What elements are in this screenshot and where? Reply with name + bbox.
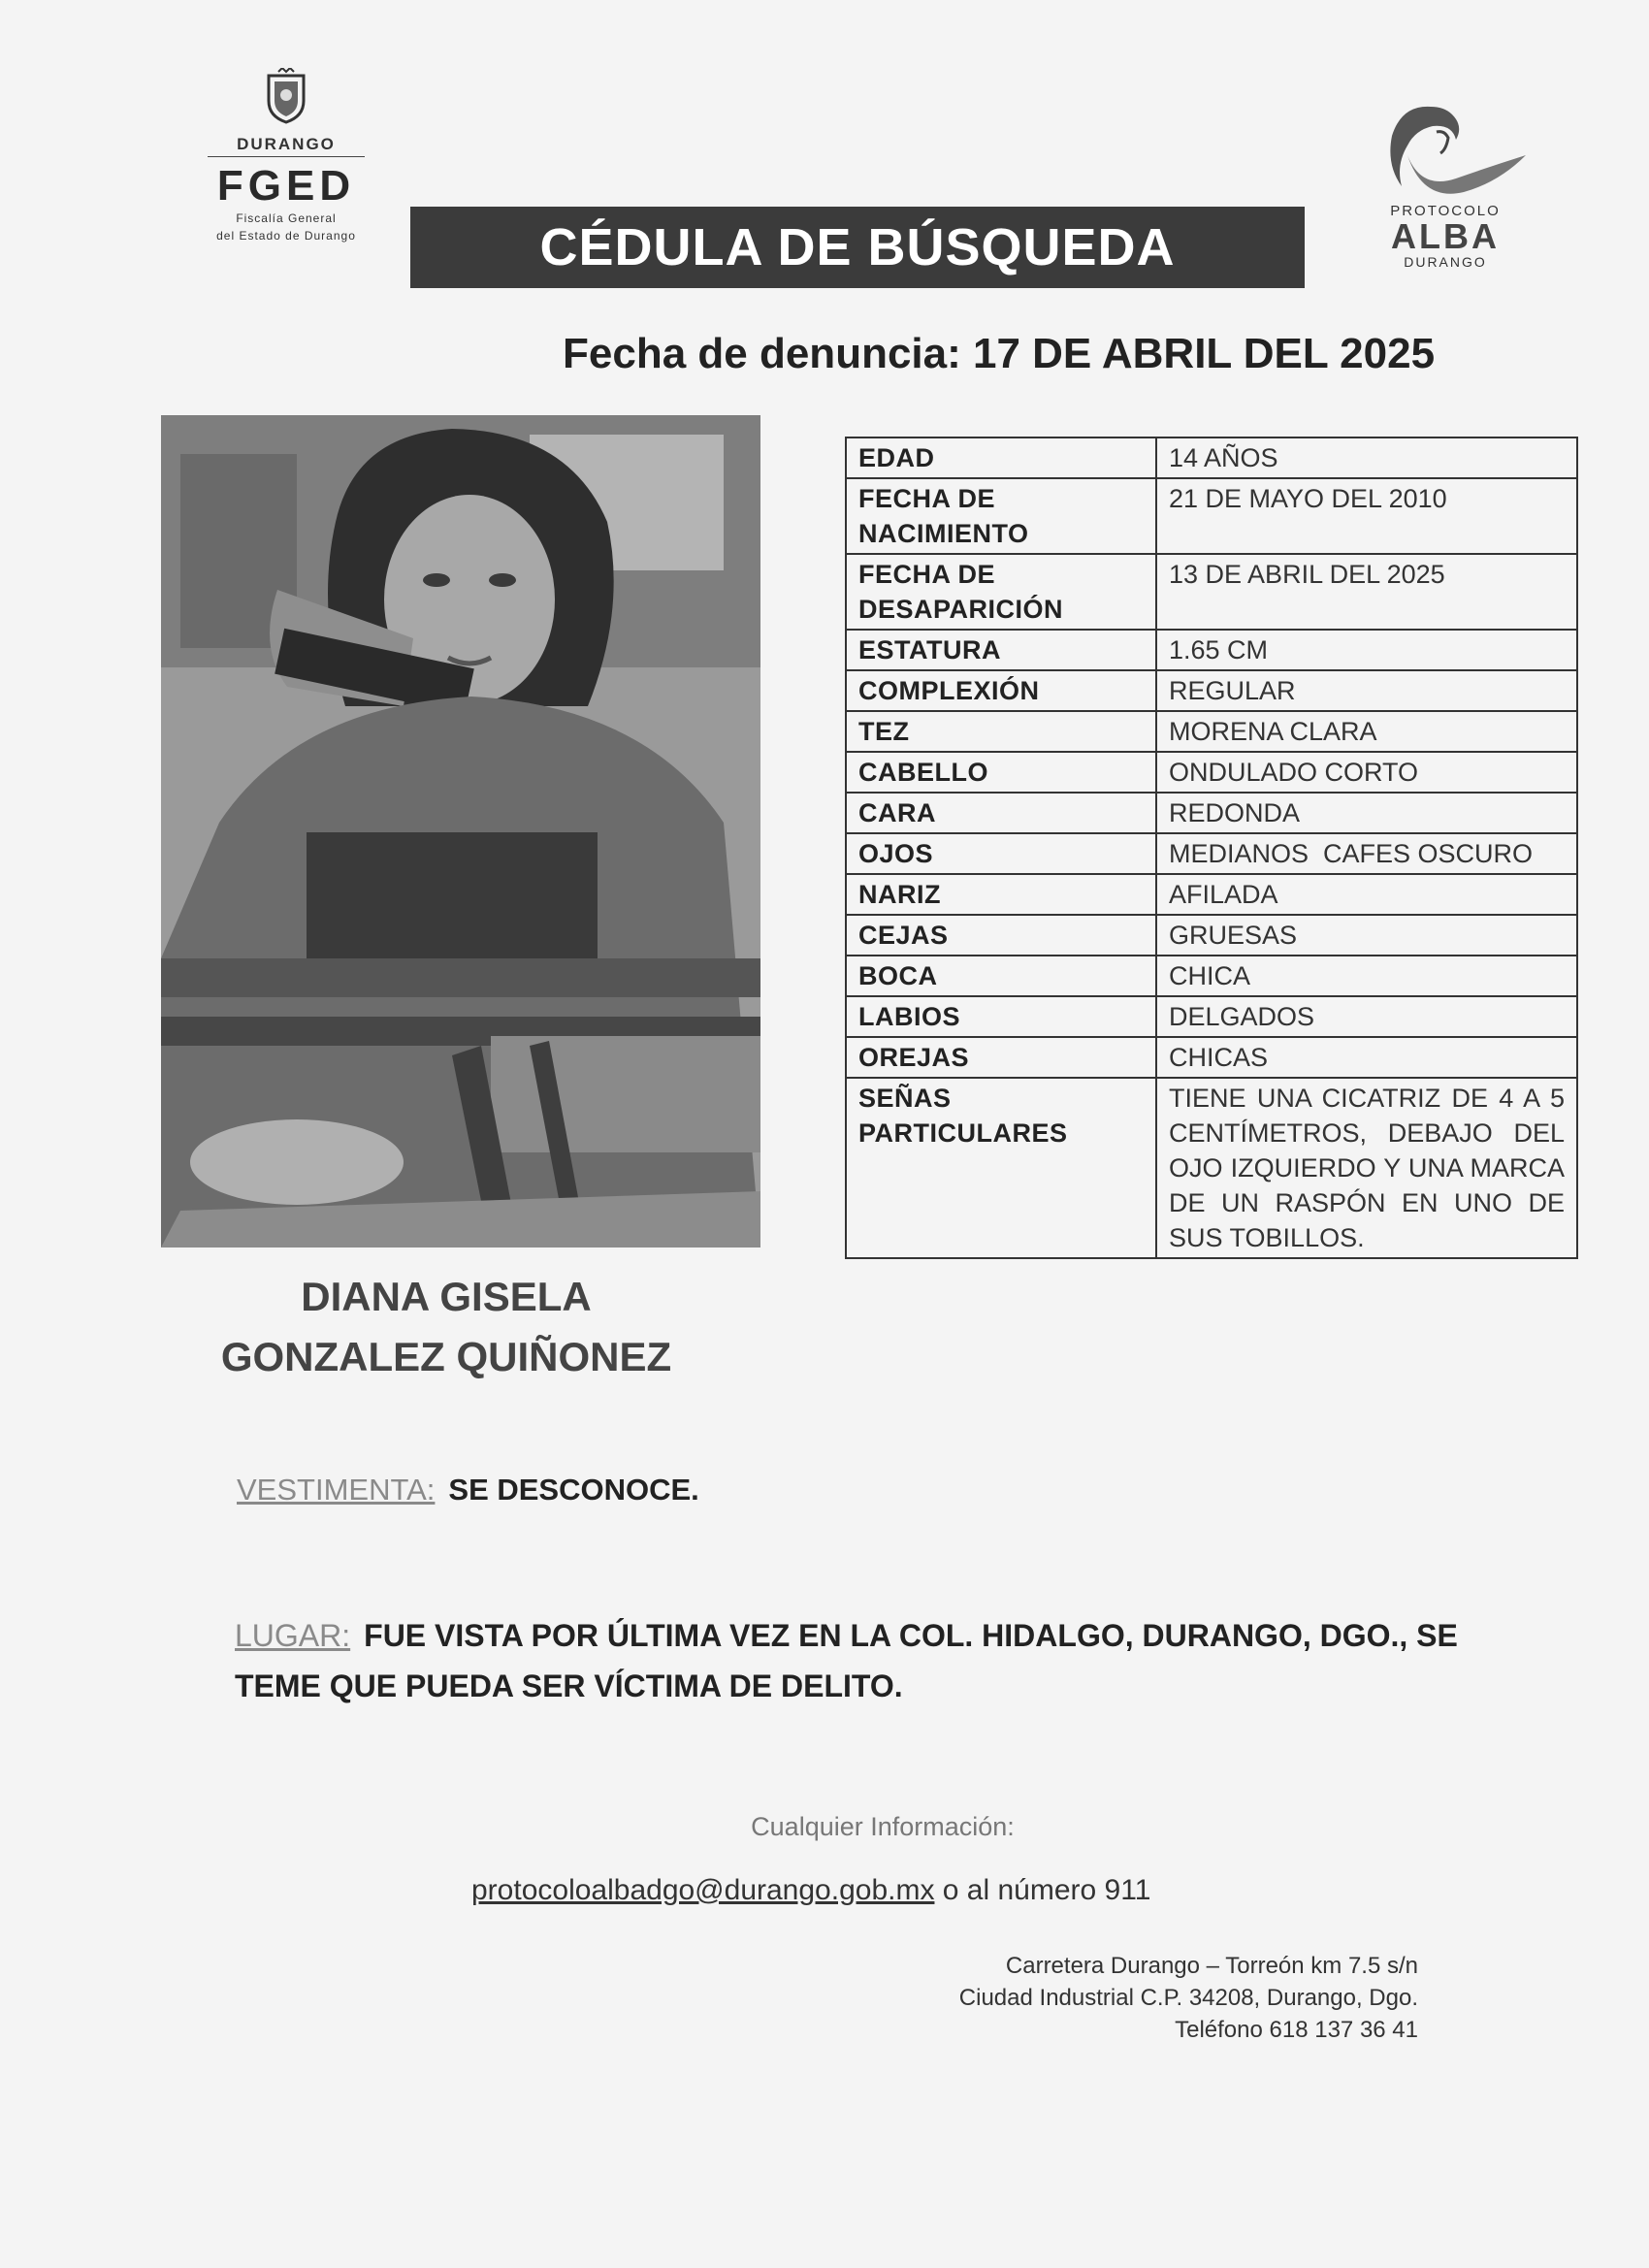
details-label: LABIOS	[846, 996, 1156, 1037]
details-row-edad	[846, 437, 1577, 478]
details-row-senas-particulares	[846, 1078, 1577, 1258]
fged-logo	[194, 68, 378, 252]
details-label: CABELLO	[846, 752, 1156, 793]
details-row-fecha-nacimiento	[846, 478, 1577, 554]
details-row-cejas	[846, 915, 1577, 956]
fged-state-name: DURANGO	[237, 135, 336, 153]
alba-state: DURANGO	[1404, 254, 1487, 270]
details-value: ONDULADO CORTO	[1156, 752, 1577, 793]
details-label: FECHA DE DESAPARICIÓN	[846, 554, 1156, 630]
details-value: REDONDA	[1156, 793, 1577, 833]
details-label: CARA	[846, 793, 1156, 833]
fged-full-name-line2: del Estado de Durango	[216, 229, 356, 243]
address-line2: Ciudad Industrial C.P. 34208, Durango, Dgo.	[958, 1985, 1418, 2011]
details-row-cabello	[846, 752, 1577, 793]
details-value: REGULAR	[1156, 670, 1577, 711]
details-row-boca	[846, 956, 1577, 996]
lugar-label: LUGAR:	[235, 1618, 351, 1653]
address-line1: Carretera Durango – Torreón km 7.5 s/n	[1005, 1953, 1418, 1979]
details-row-estatura	[846, 630, 1577, 670]
details-value: MEDIANOS CAFES OSCURO	[1156, 833, 1577, 874]
details-row-complexion	[846, 670, 1577, 711]
person-name-line1: DIANA GISELA	[301, 1274, 592, 1319]
details-label: OJOS	[846, 833, 1156, 874]
details-label: ESTATURA	[846, 630, 1156, 670]
person-name	[155, 1267, 737, 1387]
durango-crest-icon	[261, 68, 311, 124]
details-label: BOCA	[846, 956, 1156, 996]
details-value: 1.65 CM	[1156, 630, 1577, 670]
details-value: AFILADA	[1156, 874, 1577, 915]
details-label: COMPLEXIÓN	[846, 670, 1156, 711]
details-value: CHICAS	[1156, 1037, 1577, 1078]
details-label: EDAD	[846, 437, 1156, 478]
lugar-text: FUE VISTA POR ÚLTIMA VEZ EN LA COL. HIDALGO, DURANGO, DGO., SE TEME QUE PUEDA SER VÍCTIMA DE DELITO.	[235, 1618, 1458, 1703]
details-label: NARIZ	[846, 874, 1156, 915]
details-value: TIENE UNA CICATRIZ DE 4 A 5 CENTÍMETROS, DEBAJO DEL OJO IZQUIERDO Y UNA MARCA DE UN RASPÓN EN UNO DE SUS TOBILLOS.	[1156, 1078, 1577, 1258]
details-label: OREJAS	[846, 1037, 1156, 1078]
person-name-line2: GONZALEZ QUIÑONEZ	[220, 1334, 672, 1379]
details-row-orejas	[846, 1037, 1577, 1078]
vestimenta-text: SE DESCONOCE.	[448, 1473, 699, 1507]
details-label: CEJAS	[846, 915, 1156, 956]
alba-name: ALBA	[1391, 216, 1500, 256]
details-row-ojos	[846, 833, 1577, 874]
address-phone: Teléfono 618 137 36 41	[1175, 2017, 1418, 2043]
missing-person-photo	[161, 415, 760, 1247]
vestimenta-section	[237, 1471, 1498, 1509]
address-block	[873, 1950, 1418, 2046]
details-value: GRUESAS	[1156, 915, 1577, 956]
fged-full-name-line1: Fiscalía General	[236, 211, 337, 225]
alba-protocol-label: PROTOCOLO	[1390, 203, 1501, 219]
details-value: MORENA CLARA	[1156, 711, 1577, 752]
protocolo-alba-logo	[1358, 97, 1533, 291]
alba-silhouette-icon	[1363, 97, 1528, 204]
fged-acronym: FGED	[216, 162, 356, 210]
details-row-labios	[846, 996, 1577, 1037]
details-value: 21 DE MAYO DEL 2010	[1156, 478, 1577, 554]
details-label: SEÑAS PARTICULARES	[846, 1078, 1156, 1258]
details-row-tez	[846, 711, 1577, 752]
details-table	[845, 437, 1578, 1259]
document-title: CÉDULA DE BÚSQUEDA	[410, 207, 1305, 288]
details-row-cara	[846, 793, 1577, 833]
report-date: Fecha de denuncia: 17 DE ABRIL DEL 2025	[563, 330, 1436, 377]
contact-phone-text: o al número 911	[934, 1874, 1151, 1906]
contact-heading: Cualquier Información:	[751, 1812, 1015, 1841]
lugar-section	[235, 1610, 1496, 1711]
details-value: DELGADOS	[1156, 996, 1577, 1037]
details-label: FECHA DE NACIMIENTO	[846, 478, 1156, 554]
details-label: TEZ	[846, 711, 1156, 752]
fged-divider	[208, 156, 365, 157]
details-row-nariz	[846, 874, 1577, 915]
details-value: CHICA	[1156, 956, 1577, 996]
contact-line	[471, 1874, 1344, 1907]
contact-email-link[interactable]: protocoloalbadgo@durango.gob.mx	[471, 1874, 935, 1906]
vestimenta-label: VESTIMENTA:	[237, 1473, 436, 1507]
details-row-fecha-desaparicion	[846, 554, 1577, 630]
details-value: 13 DE ABRIL DEL 2025	[1156, 554, 1577, 630]
details-value: 14 AÑOS	[1156, 437, 1577, 478]
